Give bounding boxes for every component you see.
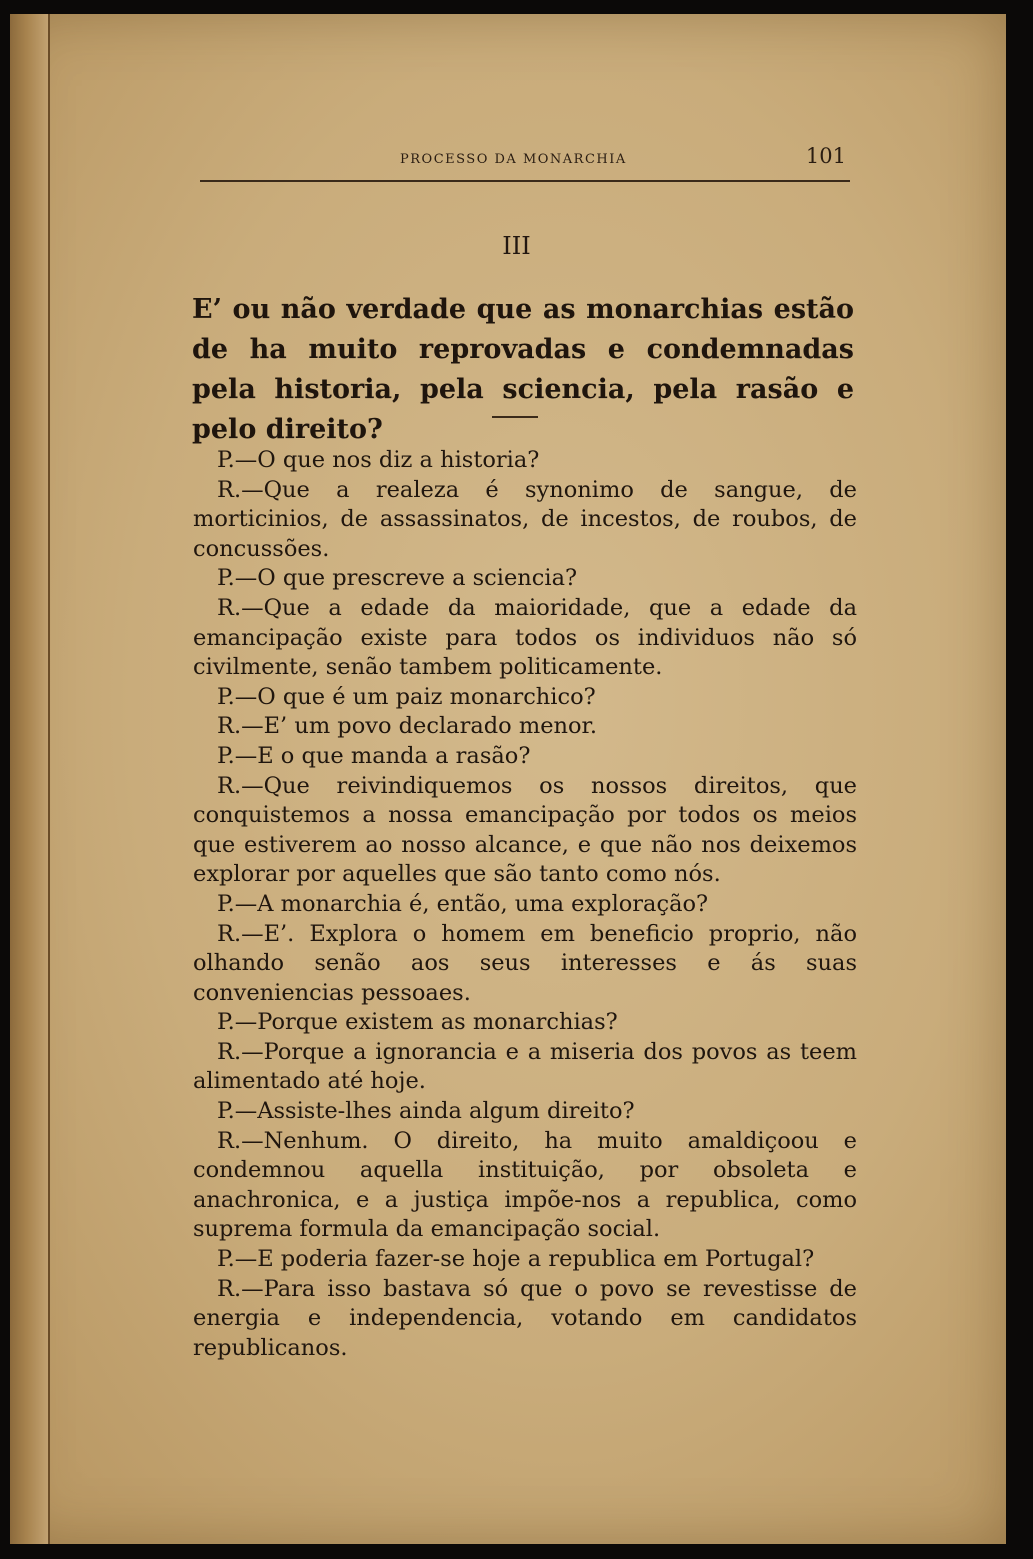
running-header: [200, 142, 850, 182]
dialogue-paragraph: P.—Porque existem as monarchias?: [217, 1009, 618, 1036]
dialogue-body: [193, 446, 857, 1363]
dialogue-paragraph: P.—O que é um paiz monarchico?: [217, 683, 596, 710]
dialogue-paragraph: P.—A monarchia é, então, uma exploração?: [217, 890, 709, 917]
header-rule: [200, 180, 850, 182]
dialogue-paragraph: R.—Que a edade da maioridade, que a edade da emancipação existe para todos os individuos não só civilmente, senão tambem politicamente.: [193, 594, 857, 681]
dialogue-paragraph: P.—E o que manda a rasão?: [217, 742, 531, 769]
dialogue-paragraph: R.—Porque a ignorancia e a miseria dos povos as teem alimentado até hoje.: [193, 1038, 857, 1095]
dialogue-paragraph: R.—Nenhum. O direito, ha muito amaldiçoou e condemnou aquella instituição, por obsoleta e anachronica, e a justiça impõe-nos a republica, como suprema formula da emancipação social.: [193, 1127, 857, 1243]
dialogue-paragraph: P.—O que nos diz a historia?: [217, 447, 540, 473]
dialogue-paragraph: P.—O que prescreve a sciencia?: [217, 565, 578, 592]
section-divider: [492, 416, 538, 418]
dialogue-paragraph: R.—Que reivindiquemos os nossos direitos, que conquistemos a nossa emancipação por todos os meios que estiverem ao nosso alcance, e que não nos deixemos explorar por aquelles que são tanto como nós.: [193, 772, 857, 888]
section-question: E’ ou não verdade que as monarchias estão de ha muito reprovadas e condemnadas pela historia, pela sciencia, pela rasão e pelo direito?: [192, 294, 854, 445]
running-header-title: PROCESSO DA MONARCHIA: [400, 152, 627, 167]
dialogue-paragraph: P.—Assiste-lhes ainda algum direito?: [217, 1098, 635, 1125]
page-number: 101: [805, 144, 846, 168]
dialogue-paragraph: R.—E’. Explora o homem em beneficio proprio, não olhando senão aos seus interesses e ás suas conveniencias pessoaes.: [193, 920, 857, 1006]
dialogue-paragraph: R.—Para isso bastava só que o povo se revestisse de energia e independencia, votando em candidatos republicanos.: [193, 1275, 857, 1361]
dialogue-paragraph: R.—Que a realeza é synonimo de sangue, de morticinios, de assassinatos, de incestos, de roubos, de concussões.: [193, 476, 857, 562]
dialogue-paragraph: R.—E’ um povo declarado menor.: [217, 713, 597, 740]
dialogue-paragraph: P.—E poderia fazer-se hoje a republica em Portugal?: [217, 1246, 815, 1273]
section-number: III: [502, 232, 531, 260]
